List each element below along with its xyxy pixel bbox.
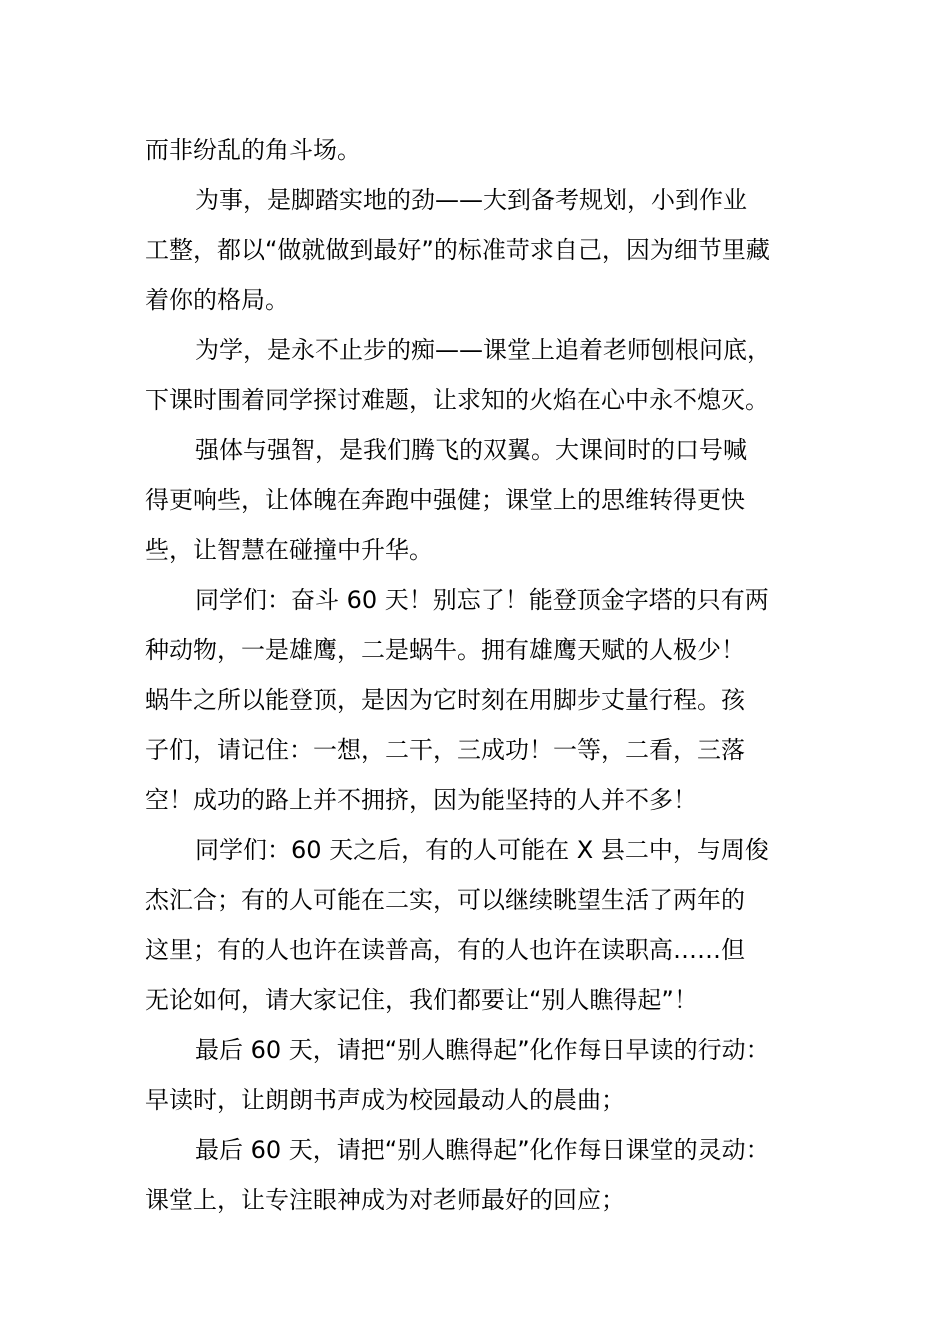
text-line-14: 空！成功的路上并不拥挤，因为能坚持的人并不多！ xyxy=(145,786,697,814)
text-line-22: 课堂上，让专注眼神成为对老师最好的回应； xyxy=(145,1186,625,1214)
text-line-7: 强体与强智，是我们腾飞的双翼。大课间时的口号喊 xyxy=(195,436,747,464)
text-line-4: 着你的格局。 xyxy=(145,286,289,314)
text-line-15: 同学们：60 天之后，有的人可能在 X 县二中，与周俊 xyxy=(195,836,769,864)
text-line-5: 为学，是永不止步的痴——课堂上追着老师刨根问底， xyxy=(195,336,771,364)
text-line-2: 为事，是脚踏实地的劲——大到备考规划，小到作业 xyxy=(195,186,747,214)
text-line-6: 下课时围着同学探讨难题，让求知的火焰在心中永不熄灭。 xyxy=(145,386,769,414)
text-line-20: 早读时，让朗朗书声成为校园最动人的晨曲； xyxy=(145,1086,625,1114)
text-line-12: 蜗牛之所以能登顶，是因为它时刻在用脚步丈量行程。孩 xyxy=(145,686,745,714)
text-line-11: 种动物，一是雄鹰，二是蜗牛。拥有雄鹰天赋的人极少！ xyxy=(145,636,745,664)
text-line-8: 得更响些，让体魄在奔跑中强健；课堂上的思维转得更快 xyxy=(145,486,745,514)
text-line-9: 些，让智慧在碰撞中升华。 xyxy=(145,536,433,564)
text-line-13: 子们，请记住：一想，二干，三成功！一等，二看，三落 xyxy=(145,736,745,764)
text-line-1: 而非纷乱的角斗场。 xyxy=(145,136,361,164)
text-line-3: 工整，都以“做就做到最好”的标准苛求自己，因为细节里藏 xyxy=(145,236,770,264)
text-line-17: 这里；有的人也许在读普高，有的人也许在读职高……但 xyxy=(145,936,745,964)
text-line-10: 同学们：奋斗 60 天！别忘了！能登顶金字塔的只有两 xyxy=(195,586,769,614)
text-line-18: 无论如何，请大家记住，我们都要让“别人瞧得起”！ xyxy=(145,986,698,1014)
text-line-19: 最后 60 天，请把“别人瞧得起”化作每日早读的行动： xyxy=(195,1036,770,1064)
text-line-16: 杰汇合；有的人可能在二实，可以继续眺望生活了两年的 xyxy=(145,886,745,914)
text-line-21: 最后 60 天，请把“别人瞧得起”化作每日课堂的灵动： xyxy=(195,1136,770,1164)
